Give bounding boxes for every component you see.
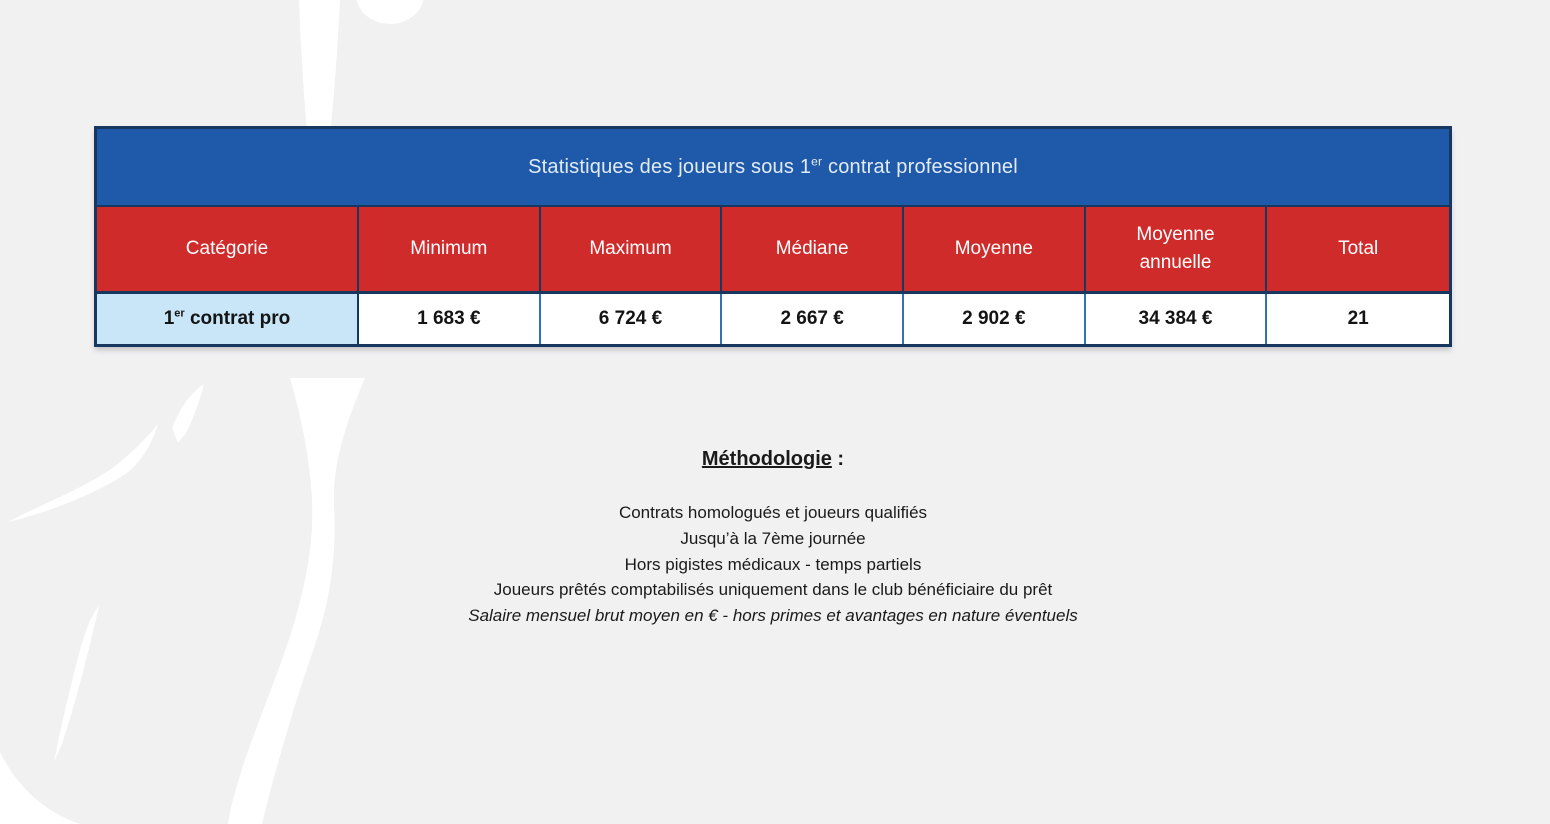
cell-maximum: 6 724 € (541, 294, 723, 344)
methodology-line: Hors pigistes médicaux - temps partiels (624, 554, 922, 574)
methodology-line: Joueurs prêtés comptabilisés uniquement dans le club bénéficiaire du prêt (493, 580, 1053, 600)
cell-moyenne-annuelle: 34 384 € (1086, 294, 1268, 344)
header-cell-mediane: Médiane (722, 207, 904, 294)
methodology-italic-note: Salaire mensuel brut moyen en € - hors primes et avantages en nature éventuels (468, 606, 1078, 626)
methodology-line: Contrats homologués et joueurs qualifiés (618, 503, 928, 522)
category-label: 1er contrat pro (163, 307, 291, 329)
cell-moyenne: 2 902 € (904, 294, 1086, 344)
header-cell-moyenne-annuelle: Moyenne annuelle (1086, 207, 1268, 294)
title-superscript: er (811, 153, 823, 168)
table-title: Statistiques des joueurs sous 1er contrat professionnel (528, 153, 1018, 178)
table-data-row (97, 294, 1449, 344)
table-title-bar (97, 129, 1449, 207)
header-cell-minimum: Minimum (359, 207, 541, 294)
header-cell-categorie: Catégorie (97, 207, 359, 294)
methodology-line: Jusqu’à la 7ème journée (680, 528, 866, 548)
methodology-heading: Méthodologie : (701, 448, 845, 470)
stats-table (94, 126, 1452, 347)
header-cell-total: Total (1267, 207, 1449, 294)
methodology-lines (94, 500, 1452, 629)
cell-mediane: 2 667 € (722, 294, 904, 344)
header-cell-moyenne: Moyenne (904, 207, 1086, 294)
header-cell-maximum: Maximum (541, 207, 723, 294)
methodology-section (94, 448, 1452, 629)
cell-minimum: 1 683 € (359, 294, 541, 344)
cell-total: 21 (1267, 294, 1449, 344)
cell-category (97, 294, 359, 344)
table-header-row (97, 207, 1449, 294)
category-superscript: er (174, 307, 185, 320)
